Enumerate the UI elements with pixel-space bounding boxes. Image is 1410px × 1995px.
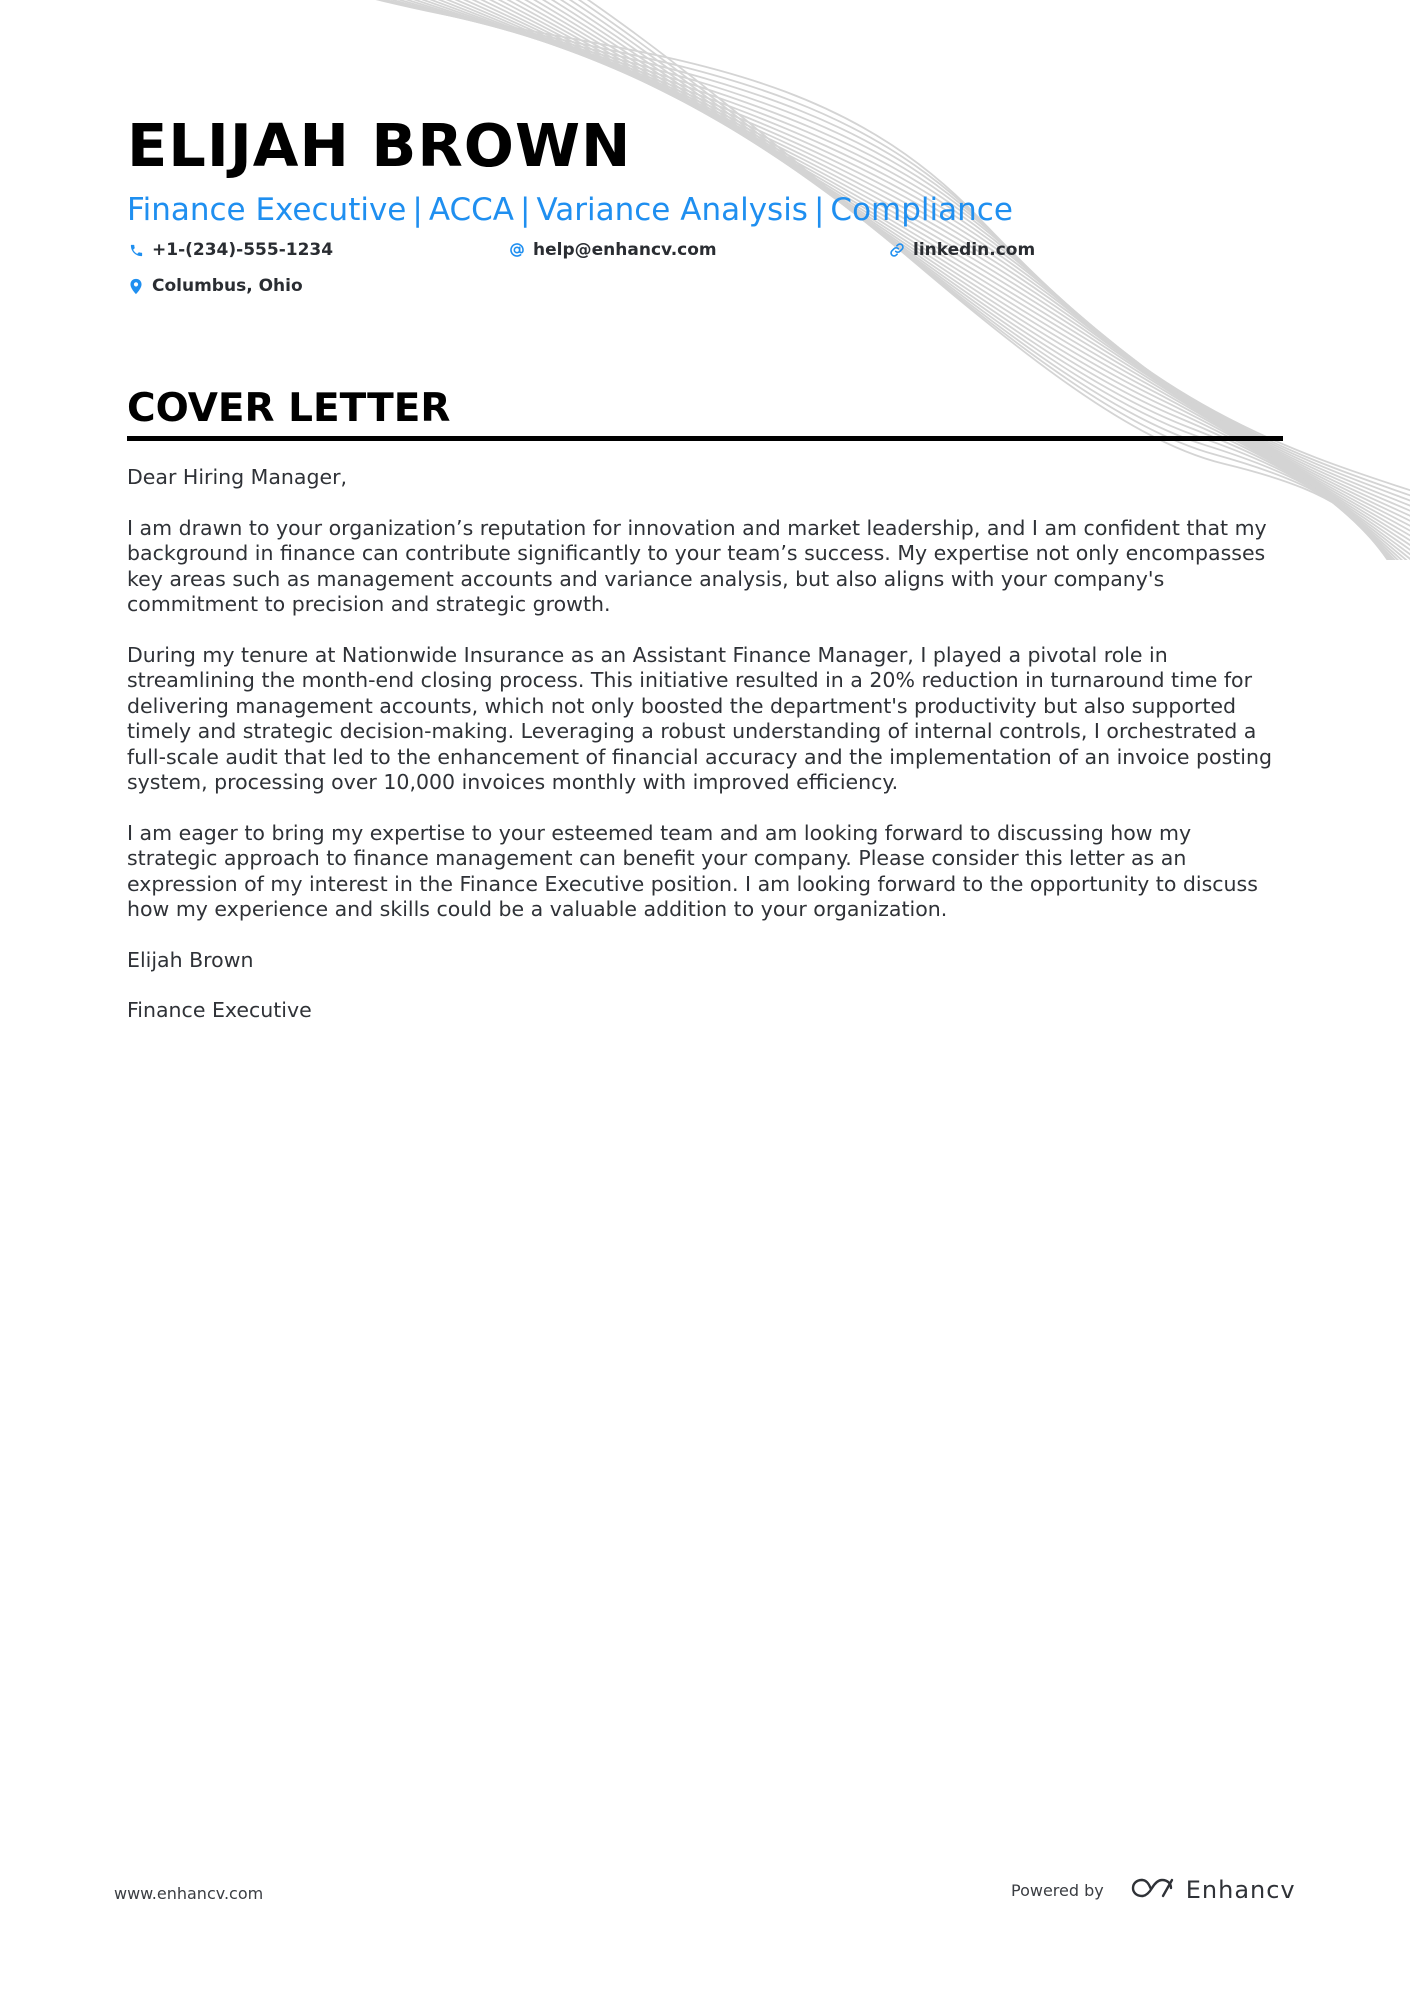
letter-paragraph: During my tenure at Nationwide Insurance as an Assistant Finance Manager, I played a pivotal role in streamlining the month-end closing process. This initiative resulted in a 20% reduction in turnaround time for delivering management accounts, which not only boosted the department's productivity but also supported timely and strategic decision-making. Leveraging a robust understanding of internal controls, I orchestrated a full-scale audit that led to the enhancement of financial accuracy and the implementation of an invoice posting system, processing over 10,000 invoices monthly with improved efficiency.: [127, 642, 1273, 794]
contact-location: [127, 276, 303, 296]
powered-by-label: Powered by: [1011, 1880, 1104, 1900]
contact-phone[interactable]: [127, 240, 333, 260]
website-text: linkedin.com: [913, 240, 1036, 260]
brand-logo[interactable]: [1130, 1876, 1296, 1905]
candidate-name: ELIJAH BROWN: [127, 111, 632, 180]
letter-paragraph: I am eager to bring my expertise to your esteemed team and am looking forward to discussing how my strategic approach to finance management can benefit your company. Please consider this letter as an expression of my interest in the Finance Executive position. I am looking forward to the opportunity to discuss how my experience and skills could be a valuable addition to your organization.: [127, 820, 1258, 921]
signature-name: Elijah Brown: [127, 947, 254, 972]
enhancv-logo-icon: [1130, 1876, 1176, 1905]
headline-focus: Compliance: [830, 192, 1013, 228]
cover-letter-section: [127, 384, 1283, 1049]
contact-info: [127, 240, 1283, 310]
brand-name: Enhancv: [1185, 1876, 1296, 1904]
headline: [127, 190, 1283, 230]
section-divider: [127, 436, 1283, 441]
letter-body: [127, 465, 1283, 1024]
email-text: help@enhancv.com: [533, 240, 717, 260]
resume-header: [127, 110, 1283, 310]
footer-branding: [1011, 1870, 1296, 1910]
headline-role: Finance Executive: [127, 192, 407, 228]
letter-paragraph: I am drawn to your organization’s reputation for innovation and market leadership, and I am confident that my background in finance can contribute significantly to your team’s success. My expertise not only encompasses key areas such as management accounts and variance analysis, but also aligns with your company's commitment to precision and strategic growth.: [127, 515, 1267, 616]
location-text: Columbus, Ohio: [152, 276, 303, 296]
letter-salutation: Dear Hiring Manager,: [127, 465, 348, 489]
headline-certification: ACCA: [428, 192, 515, 228]
contact-website[interactable]: [888, 240, 1035, 260]
phone-text: +1-(234)-555-1234: [152, 240, 334, 260]
link-icon: [888, 241, 906, 259]
headline-separator: |: [412, 192, 423, 228]
section-title: COVER LETTER: [127, 386, 451, 431]
phone-icon: [127, 241, 145, 259]
headline-separator: |: [813, 192, 825, 228]
map-pin-icon: [127, 277, 145, 295]
headline-separator: |: [520, 192, 531, 228]
headline-skill: Variance Analysis: [536, 192, 808, 228]
signature-title: Finance Executive: [127, 998, 312, 1022]
footer-website-link[interactable]: www.enhancv.com: [114, 1884, 264, 1903]
at-icon: [508, 241, 526, 259]
contact-email[interactable]: [508, 240, 717, 260]
